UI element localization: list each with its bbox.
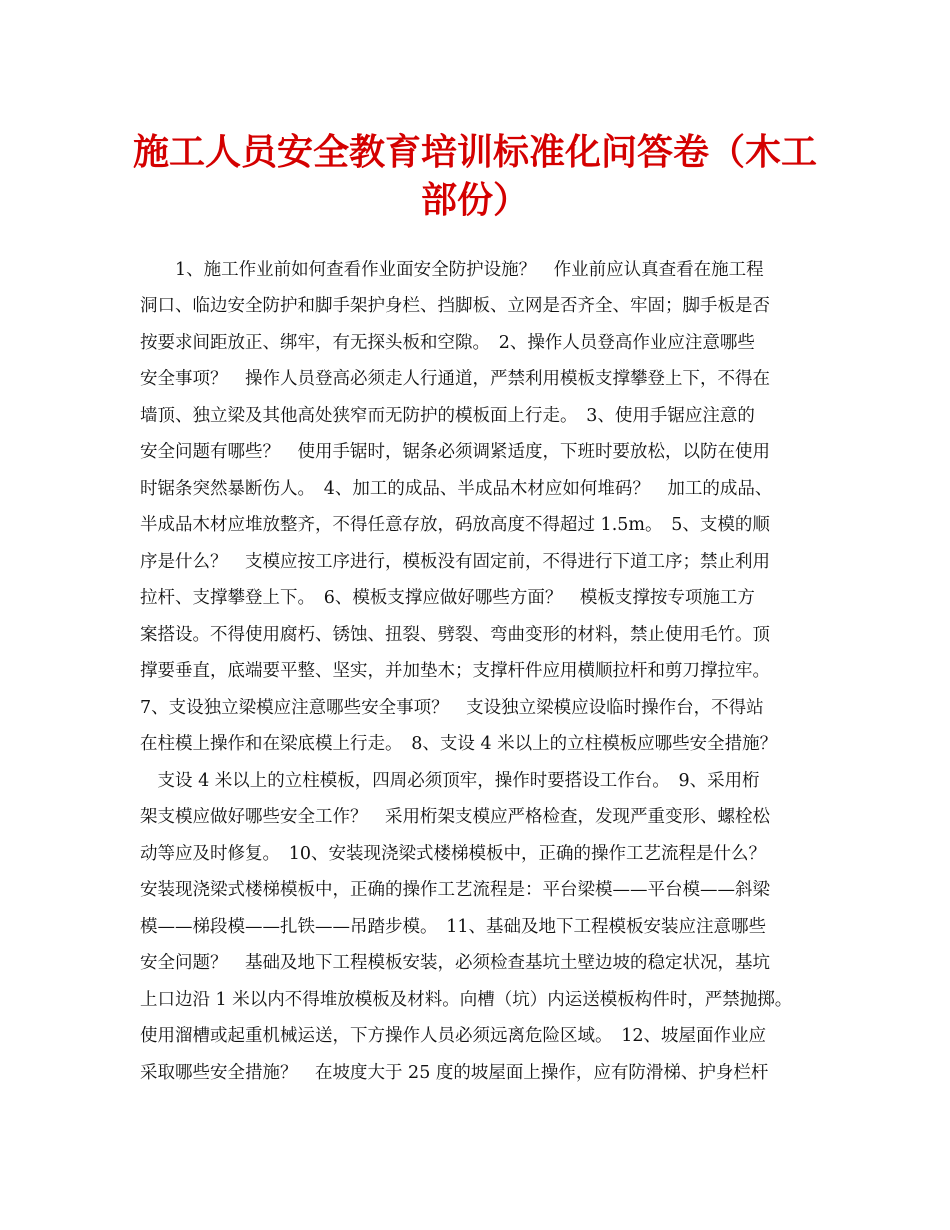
body-line: 架支模应做好哪些安全工作？ 采用桁架支模应严格检查，发现严重变形、螺栓松 — [140, 807, 770, 827]
body-line: 墙顶、独立梁及其他高处狭窄而无防护的模板面上行走。 3、使用手锯应注意的 — [140, 406, 755, 426]
body-line: 案搭设。不得使用腐朽、锈蚀、扭裂、劈裂、弯曲变形的材料，禁止使用毛竹。顶 — [140, 625, 770, 645]
body-line: 7、支设独立梁模应注意哪些安全事项？ 支设独立梁模应设临时操作台，不得站 — [140, 698, 764, 718]
body-line: 拉杆、支撑攀登上下。 6、模板支撑应做好哪些方面？ 模板支撑按专项施工方 — [140, 588, 755, 608]
body-line: 按要求间距放正、绑牢，有无探头板和空隙。 2、操作人员登高作业应注意哪些 — [140, 333, 755, 353]
document-title-line-2: 部份） — [420, 179, 529, 221]
body-line: 安全事项？ 操作人员登高必须走人行通道，严禁利用模板支撑攀登上下，不得在 — [140, 369, 770, 389]
body-line: 安全问题？ 基础及地下工程模板安装，必须检查基坑土壁边坡的稳定状况，基坑 — [140, 953, 770, 973]
body-line: 在柱模上操作和在梁底模上行走。 8、支设 4 米以上的立柱模板应哪些安全措施？ — [140, 734, 778, 754]
body-line: 支设 4 米以上的立柱模板，四周必须顶牢，操作时要搭设工作台。 9、采用桁 — [140, 771, 760, 791]
body-line: 模——梯段模——扎铁——吊踏步模。 11、基础及地下工程模板安装应注意哪些 — [140, 917, 767, 937]
body-line: 撑要垂直，底端要平整、坚实，并加垫木；支撑杆件应用横顺拉杆和剪刀撑拉牢。 — [140, 661, 770, 681]
body-line: 序是什么？ 支模应按工序进行，模板没有固定前，不得进行下道工序；禁止利用 — [140, 552, 770, 572]
document-title-line-1: 施工人员安全教育培训标准化问答卷（木工 — [132, 131, 817, 173]
body-line: 使用溜槽或起重机械运送，下方操作人员必须远离危险区域。 12、坡屋面作业应 — [140, 1026, 767, 1046]
body-line: 采取哪些安全措施？ 在坡度大于 25 度的坡屋面上操作，应有防滑梯、护身栏杆 — [140, 1063, 769, 1083]
body-line: 时锯条突然暴断伤人。 4、加工的成品、半成品木材应如何堆码？ 加工的成品、 — [140, 479, 773, 499]
body-line: 安全问题有哪些？ 使用手锯时，锯条必须调紧适度，下班时要放松，以防在使用 — [140, 442, 770, 462]
body-line: 洞口、临边安全防护和脚手架护身栏、挡脚板、立网是否齐全、牢固；脚手板是否 — [140, 296, 770, 316]
body-line: 半成品木材应堆放整齐，不得任意存放，码放高度不得超过 1.5m。 5、支模的顺 — [140, 515, 770, 535]
body-line: 动等应及时修复。 10、安装现浇梁式楼梯模板中，正确的操作工艺流程是什么？ — [140, 844, 767, 864]
body-line: 1、施工作业前如何查看作业面安全防护设施？ 作业前应认真查看在施工程 — [140, 260, 764, 280]
body-line: 上口边沿 1 米以内不得堆放模板及材料。向槽（坑）内运送模板构件时，严禁抛掷。 — [140, 990, 793, 1010]
body-line: 安装现浇梁式楼梯模板中，正确的操作工艺流程是：平台梁模——平台模——斜梁 — [140, 880, 770, 900]
